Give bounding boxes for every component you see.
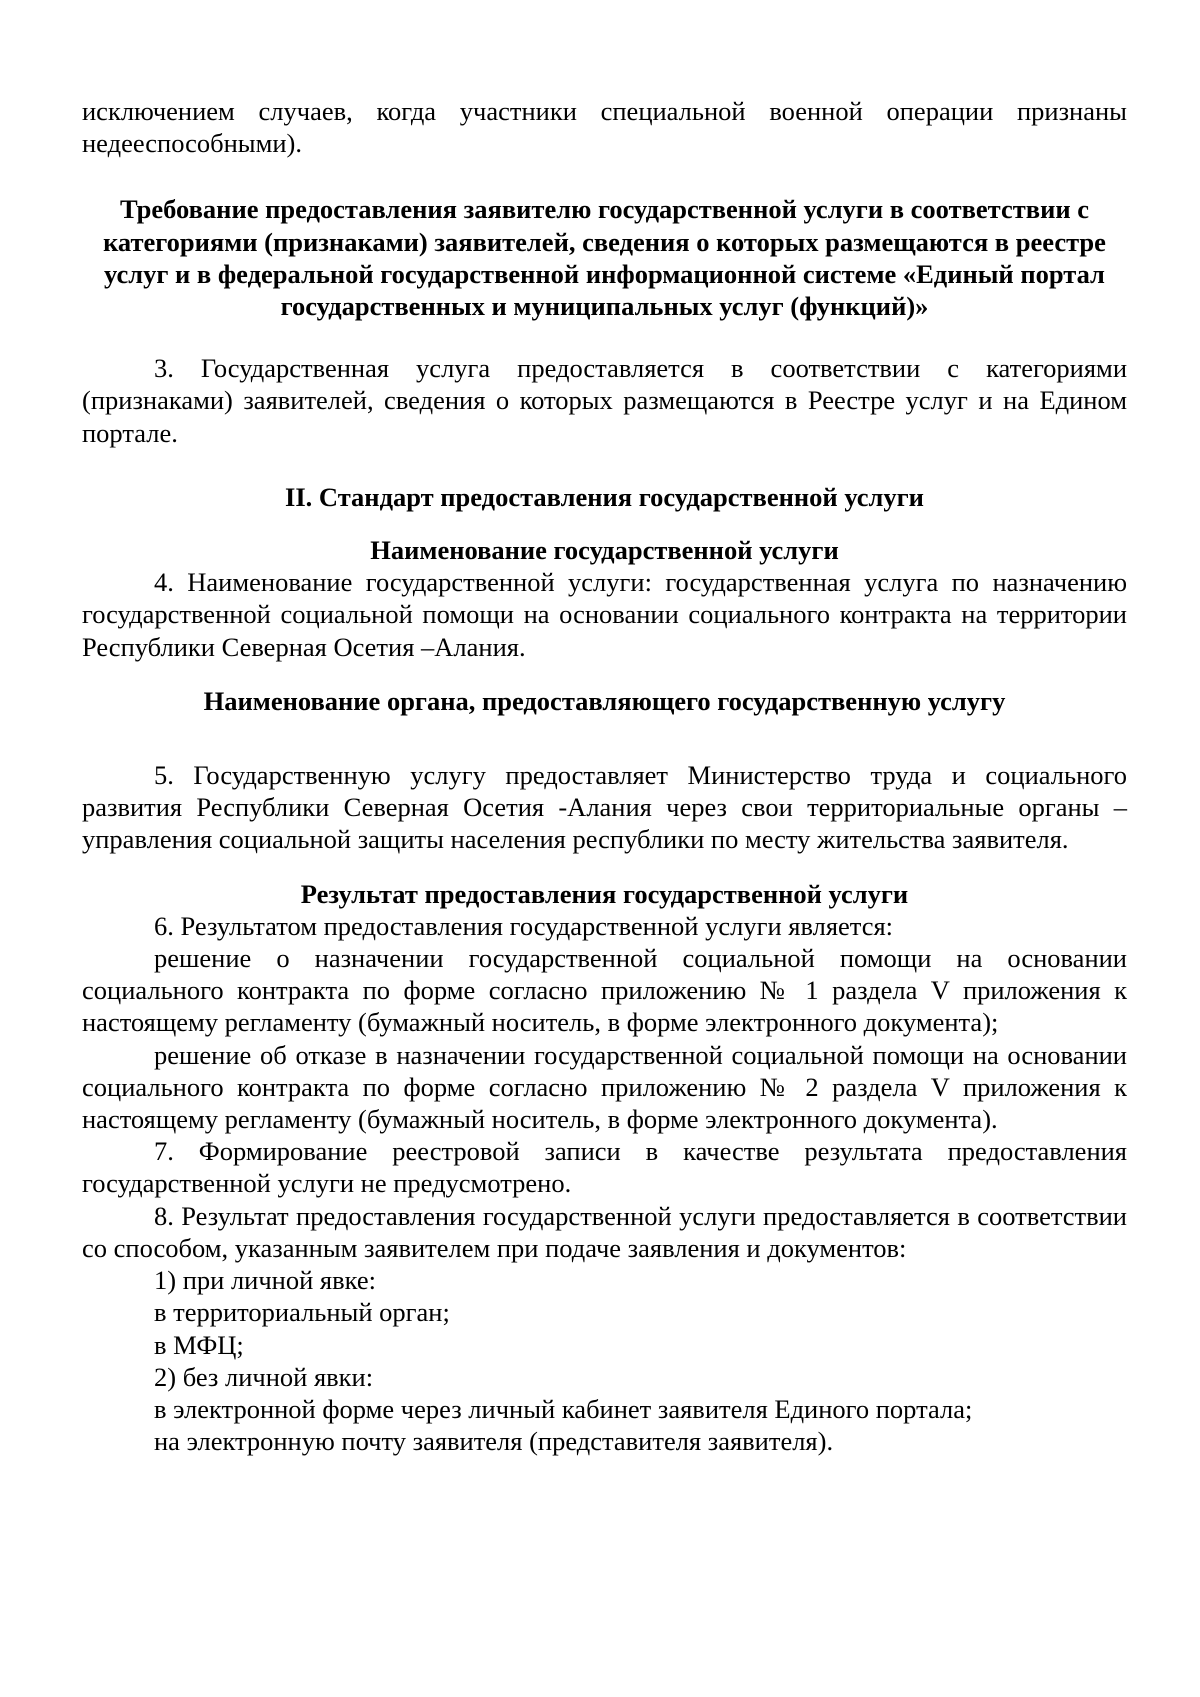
paragraph-8-option-1a: в территориальный орган; (154, 1297, 450, 1328)
heading-section-2: II. Стандарт предоставления государственной услуги (285, 481, 924, 512)
heading-result: Результат предоставления государственной услуги (300, 878, 909, 909)
paragraph-6-item-b: решение об отказе в назначении государственной социальной помощи на основании социального контракта по форме согласно приложению № 2 раздела V приложения к настоящему регламенту (бумажный носитель, в форме электронного документа). (82, 1039, 1127, 1135)
paragraph-4: 4. Наименование государственной услуги: государственная услуга по назначению государственной социальной помощи на основании социального контракта на территории Республики Северная Осетия –Алания. (82, 567, 1127, 662)
paragraph-6-item-a: решение о назначении государственной социальной помощи на основании социального контракта по форме согласно приложению № 1 раздела V приложения к настоящему регламенту (бумажный носитель, в форме электронного документа); (82, 943, 1127, 1038)
paragraph-8-option-2b: на электронную почту заявителя (представителя заявителя). (154, 1426, 834, 1457)
paragraph-6: 6. Результатом предоставления государственной услуги является: (154, 910, 894, 941)
paragraph-5: 5. Государственную услугу предоставляет Министерство труда и социального развития Республики Северная Осетия -Алания через свои территориальные органы – управления социальной защиты населения республики по месту жительства заявителя. (82, 760, 1127, 855)
paragraph-8-option-2a: в электронной форме через личный кабинет заявителя Единого портала; (154, 1393, 973, 1424)
paragraph-8: 8. Результат предоставления государственной услуги предоставляется в соответствии со способом, указанным заявителем при подаче заявления и документов: (82, 1200, 1127, 1263)
paragraph-7: 7. Формирование реестровой записи в качестве результата предоставления государственной услуги не предусмотрено. (82, 1136, 1127, 1199)
paragraph-3: 3. Государственная услуга предоставляется в соответствии с категориями (признаками) заявителей, сведения о которых размещаются в Реестре услуг и на Едином портале. (82, 353, 1127, 448)
heading-requirement: Требование предоставления заявителю государственной услуги в соответствии с категориями (признаками) заявителей, сведения о которых размещаются в реестре услуг и в федеральной государственной информационной системе «Единый портал государственных и муниципальных услуг (функций)» (103, 194, 1106, 322)
intro-paragraph: исключением случаев, когда участники специальной военной операции признаны недееспособными). (82, 96, 1127, 159)
heading-authority: Наименование органа, предоставляющего государственную услугу (203, 685, 1006, 716)
paragraph-8-option-1: 1) при личной явке: (154, 1265, 376, 1296)
heading-service-name: Наименование государственной услуги (370, 535, 839, 566)
paragraph-8-option-2: 2) без личной явки: (154, 1361, 374, 1392)
paragraph-8-option-1b: в МФЦ; (154, 1329, 244, 1360)
